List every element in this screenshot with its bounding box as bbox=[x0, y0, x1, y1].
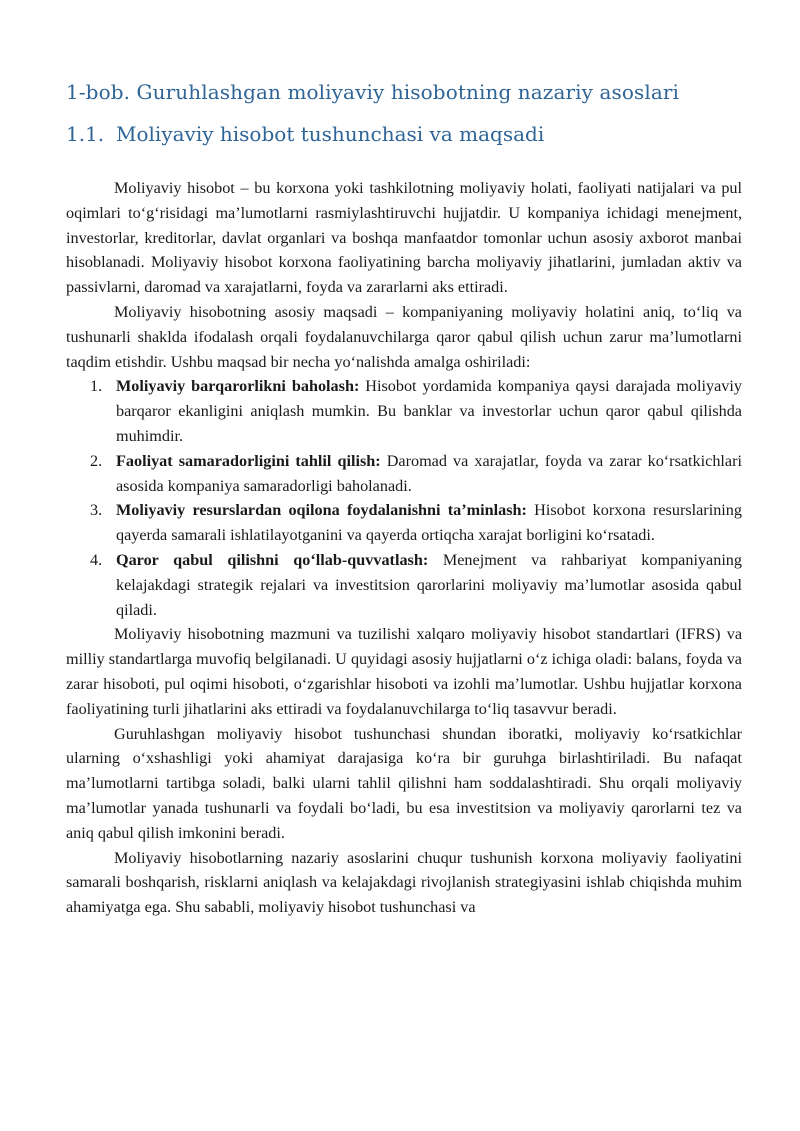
document-page bbox=[66, 70, 742, 920]
list-item-term: Moliyaviy barqarorlikni baholash: bbox=[116, 377, 360, 396]
paragraph: Moliyaviy hisobotning asosiy maqsadi – kompaniyaning moliyaviy holatini aniq, to‘liq va tushunarli shaklda ifodalash orqali foydalanuvchilarga qaror qabul qilish uchun zarur ma’lumotlarni taqdim etishdir. Ushbu maqsad bir necha yo‘nalishda amalga oshiriladi: bbox=[66, 302, 742, 371]
paragraph: Moliyaviy hisobot – bu korxona yoki tashkilotning moliyaviy holati, faoliyati natijalari va pul oqimlari to‘g‘risidagi ma’lumotlarni rasmiylashtiruvchi hujjatdir. U kompaniya ichidagi menejment, investorlar, kreditorlar, davlat organlari va boshqa manfaatdor tomonlar uchun asosiy axborot manbai hisoblanadi. Moliyaviy hisobot korxona faoliyatining barcha moliyaviy jihatlarini, jumladan aktiv va passivlarni, daromad va xarajatlarni, foyda va zararlarni aks ettiradi. bbox=[66, 179, 742, 297]
chapter-title: 1-bob. Guruhlashgan moliyaviy hisobotning nazariy asoslari bbox=[66, 80, 680, 104]
section-number: 1.1. bbox=[66, 122, 105, 146]
paragraph: Guruhlashgan moliyaviy hisobot tushunchasi shundan iboratki, moliyaviy ko‘rsatkichlar ularning o‘xshashligi yoki ahamiyat darajasiga ko‘ra bir guruhga birlashtiriladi. Bu nafaqat ma’lumotlarni tartibga soladi, balki ularni tahlil qilishni ham soddalashtiradi. Shu orqali moliyaviy ma’lumotlar yanada tushunarli va foydali bo‘ladi, bu esa investitsion va moliyaviy qarorlarni tez va aniq qabul qilish imkonini beradi. bbox=[66, 724, 742, 842]
list-item-number: 2. bbox=[90, 451, 103, 470]
paragraph: Moliyaviy hisobotlarning nazariy asoslarini chuqur tushunish korxona moliyaviy faoliyatini samarali boshqarish, risklarni aniqlash va kelajakdagi rivojlanish strategiyasini ishlab chiqishda muhim ahamiyatga ega. Shu sababli, moliyaviy hisobot tushunchasi va bbox=[66, 848, 742, 917]
list-item bbox=[66, 374, 742, 448]
list-item bbox=[66, 498, 742, 548]
list-item-number: 1. bbox=[90, 377, 103, 396]
section-heading bbox=[66, 120, 742, 148]
list-item bbox=[66, 548, 742, 622]
list-item-number: 3. bbox=[90, 501, 103, 520]
goals-list bbox=[66, 374, 742, 622]
list-item-text: Hisobot yordamida kompaniya qaysi darajada moliyaviy barqaror ekanligini aniqlash mumkin. Bu banklar va investorlar uchun qaror qabul qilishda muhimdir. bbox=[116, 377, 742, 445]
list-item bbox=[66, 449, 742, 499]
paragraph: Moliyaviy hisobotning mazmuni va tuzilishi xalqaro moliyaviy hisobot standartlari (IFRS) va milliy standartlarga muvofiq belgilanadi. U quyidagi asosiy hujjatlarni o‘z ichiga oladi: balans, foyda va zarar hisoboti, pul oqimi hisoboti, o‘zgarishlar hisoboti va izohli ma’lumotlar. Ushbu hujjatlar korxona faoliyatining turli jihatlarini aks ettiradi va foydalanuvchilarga to‘liq tasavvur beradi. bbox=[66, 625, 742, 718]
list-item-text: Hisobot korxona resurslarining qayerda samarali ishlatilayotganini va qayerda ortiqcha xarajat borligini ko‘rsatadi. bbox=[116, 501, 742, 545]
list-item-term: Moliyaviy resurslardan oqilona foydalanishni ta’minlash: bbox=[116, 501, 527, 520]
section-title: Moliyaviy hisobot tushunchasi va maqsadi bbox=[116, 122, 545, 146]
list-item-term: Qaror qabul qilishni qo‘llab-quvvatlash: bbox=[116, 550, 429, 569]
document-body bbox=[66, 176, 742, 920]
list-item-text: Daromad va xarajatlar, foyda va zarar ko‘rsatkichlari asosida kompaniya samaradorligi baholanadi. bbox=[116, 451, 742, 495]
list-item-number: 4. bbox=[90, 550, 103, 569]
list-item-term: Faoliyat samaradorligini tahlil qilish: bbox=[116, 451, 381, 470]
list-item-text: Menejment va rahbariyat kompaniyaning kelajakdagi strategik rejalari va investitsion qarorlarini moliyaviy ma’lumotlar asosida qabul qiladi. bbox=[116, 550, 742, 619]
